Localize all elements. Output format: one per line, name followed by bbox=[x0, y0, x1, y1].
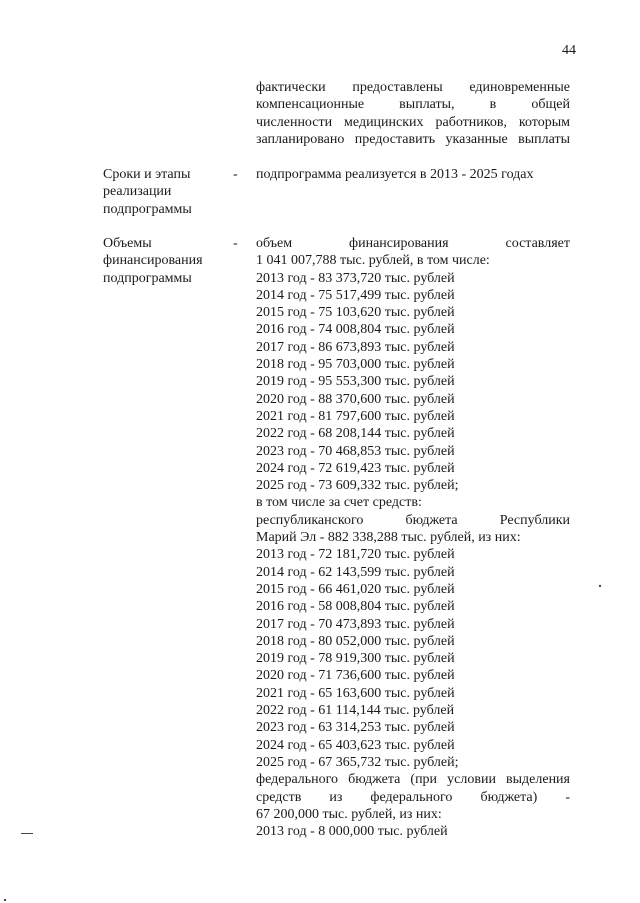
federal-year-line: 2013 год - 8 000,000 тыс. рублей bbox=[256, 824, 448, 840]
terms-text: подпрограмма реализуется в 2013 - 2025 годах bbox=[256, 167, 534, 182]
funding-total: 1 041 007,788 тыс. рублей, в том числе: bbox=[256, 253, 490, 269]
funding-intro: объем финансирования составляет bbox=[256, 236, 570, 251]
funding-label-line: финансирования bbox=[103, 253, 203, 269]
republic-year-line: 2013 год - 72 181,720 тыс. рублей bbox=[256, 547, 455, 563]
republic-year-line: 2016 год - 58 008,804 тыс. рублей bbox=[256, 599, 455, 615]
total-year-line: 2017 год - 86 673,893 тыс. рублей bbox=[256, 339, 455, 355]
total-year-line: 2018 год - 95 703,000 тыс. рублей bbox=[256, 357, 455, 373]
funding-dash: - bbox=[233, 236, 238, 251]
continuation-text bbox=[256, 79, 570, 148]
republic-year-line: 2019 год - 78 919,300 тыс. рублей bbox=[256, 651, 455, 667]
funding-content bbox=[256, 235, 570, 840]
terms-label-line: подпрограммы bbox=[103, 201, 192, 217]
terms-content bbox=[256, 166, 570, 183]
total-year-line: 2016 год - 74 008,804 тыс. рублей bbox=[256, 322, 455, 338]
republic-heading: республиканского бюджета Республики bbox=[256, 512, 570, 528]
including-heading: в том числе за счет средств: bbox=[256, 495, 422, 511]
republic-year-line: 2024 год - 65 403,623 тыс. рублей bbox=[256, 737, 455, 753]
total-year-line: 2014 год - 75 517,499 тыс. рублей bbox=[256, 287, 455, 303]
total-year-line: 2025 год - 73 609,332 тыс. рублей; bbox=[256, 478, 459, 494]
republic-year-line: 2025 год - 67 365,732 тыс. рублей; bbox=[256, 754, 459, 770]
terms-dash: - bbox=[233, 167, 238, 182]
total-year-line: 2013 год - 83 373,720 тыс. рублей bbox=[256, 270, 455, 286]
republic-year-line: 2020 год - 71 736,600 тыс. рублей bbox=[256, 668, 455, 684]
total-year-line: 2023 год - 70 468,853 тыс. рублей bbox=[256, 443, 455, 459]
scan-speck bbox=[4, 899, 6, 901]
republic-year-line: 2014 год - 62 143,599 тыс. рублей bbox=[256, 564, 455, 580]
total-year-line: 2015 год - 75 103,620 тыс. рублей bbox=[256, 305, 455, 321]
funding-label bbox=[103, 235, 223, 287]
republic-year-line: 2023 год - 63 314,253 тыс. рублей bbox=[256, 720, 455, 736]
total-year-line: 2020 год - 88 370,600 тыс. рублей bbox=[256, 391, 455, 407]
republic-year-line: 2018 год - 80 052,000 тыс. рублей bbox=[256, 633, 455, 649]
republic-year-line: 2017 год - 70 473,893 тыс. рублей bbox=[256, 616, 455, 632]
terms-label bbox=[103, 166, 223, 218]
funding-label-line: подпрограммы bbox=[103, 270, 192, 286]
federal-heading-cont: средств из федерального бюджета) - bbox=[256, 789, 570, 805]
republic-year-line: 2022 год - 61 114,144 тыс. рублей bbox=[256, 703, 455, 719]
continuation-line: запланировано предоставить указанные выплаты bbox=[256, 131, 570, 147]
republic-total: Марий Эл - 882 338,288 тыс. рублей, из них: bbox=[256, 530, 521, 546]
total-year-line: 2024 год - 72 619,423 тыс. рублей bbox=[256, 460, 455, 476]
continuation-line: численности медицинских работников, которым bbox=[256, 114, 570, 130]
scan-mark bbox=[21, 833, 33, 834]
federal-total: 67 200,000 тыс. рублей, из них: bbox=[256, 806, 442, 822]
federal-heading: федерального бюджета (при условии выделения bbox=[256, 772, 570, 788]
page-number: 44 bbox=[562, 43, 576, 58]
continuation-line: компенсационные выплаты, в общей bbox=[256, 97, 570, 113]
scan-speck bbox=[599, 585, 601, 587]
republic-year-line: 2021 год - 65 163,600 тыс. рублей bbox=[256, 685, 455, 701]
total-year-line: 2021 год - 81 797,600 тыс. рублей bbox=[256, 408, 455, 424]
total-year-line: 2022 год - 68 208,144 тыс. рублей bbox=[256, 426, 455, 442]
republic-year-line: 2015 год - 66 461,020 тыс. рублей bbox=[256, 581, 455, 597]
total-year-line: 2019 год - 95 553,300 тыс. рублей bbox=[256, 374, 455, 390]
funding-label-line: Объемы bbox=[103, 236, 152, 251]
terms-label-line: Сроки и этапы bbox=[103, 167, 191, 182]
continuation-line: фактически предоставлены единовременные bbox=[256, 80, 570, 95]
terms-label-line: реализации bbox=[103, 184, 172, 200]
